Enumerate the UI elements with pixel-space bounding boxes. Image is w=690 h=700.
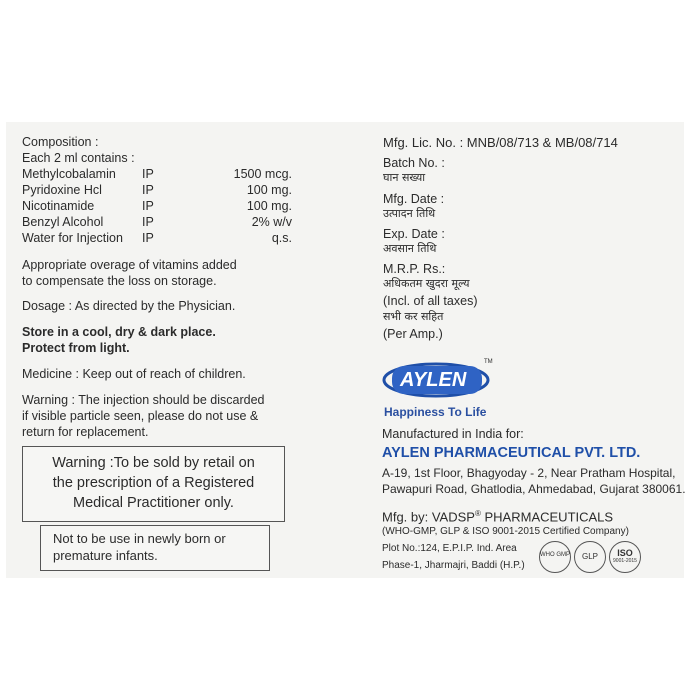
mrp-label-hindi: अधिकतम खुदरा मूल्य [383, 277, 470, 290]
ingredient-qty: 100 mg. [246, 183, 292, 197]
aylen-logo [380, 358, 500, 400]
logo-tagline: Happiness To Life [384, 405, 487, 419]
badge-label: ISO [617, 548, 633, 558]
badge-sublabel: 9001-2015 [613, 558, 637, 564]
ingredient-name: Nicotinamide [22, 199, 95, 213]
composition-row [22, 183, 292, 199]
mfg-date-label-hindi: उत्पादन तिथि [383, 207, 436, 220]
badge-label: GLP [581, 552, 598, 561]
company-address: Pawapuri Road, Ghatlodia, Ahmedabad, Gujarat 380061. [382, 482, 686, 496]
exp-date-label-hindi: अवसान तिथि [383, 242, 437, 255]
incl-taxes: (Incl. of all taxes) [383, 294, 478, 308]
mfg-by [382, 506, 613, 525]
injection-warning: Warning : The injection should be discarded [22, 393, 265, 407]
prescription-warning-line: Warning :To be sold by retail on [52, 455, 255, 471]
logo-text: AYLEN [400, 369, 467, 391]
ingredient-name: Benzyl Alcohol [22, 215, 104, 229]
prescription-warning-line: Medical Practitioner only. [73, 495, 234, 511]
ingredient-name: Methylcobalamin [22, 167, 116, 181]
exp-date-label: Exp. Date : [383, 227, 445, 241]
badge-label: WHO GMP [540, 552, 570, 558]
ingredient-name: Pyridoxine Hcl [22, 183, 102, 197]
incl-taxes-hindi: सभी कर सहित [383, 310, 444, 323]
newborn-warning-line: premature infants. [53, 548, 158, 563]
ingredient-std: IP [142, 183, 154, 197]
overage-line: Appropriate overage of vitamins added [22, 258, 237, 272]
per-amp: (Per Amp.) [383, 327, 443, 341]
injection-warning: return for replacement. [22, 425, 149, 439]
composition-row [22, 215, 292, 231]
medicine-text: Medicine : Keep out of reach of children. [22, 367, 246, 381]
prescription-warning-line: the prescription of a Registered [52, 475, 255, 491]
composition-each: Each 2 ml contains : [22, 151, 135, 165]
composition-row [22, 167, 292, 183]
registered-mark: ® [474, 509, 481, 518]
mfg-license: Mfg. Lic. No. : MNB/08/713 & MB/08/714 [383, 135, 618, 150]
composition-row [22, 199, 292, 215]
composition-heading: Composition : [22, 135, 99, 149]
ingredient-std: IP [142, 199, 154, 213]
company-address: A-19, 1st Floor, Bhagyoday - 2, Near Pratham Hospital, [382, 466, 676, 480]
manufactured-for: Manufactured in India for: [382, 427, 524, 441]
iso-badge-icon [609, 541, 641, 573]
prescription-warning-box [22, 446, 285, 522]
ingredient-std: IP [142, 215, 154, 229]
certification-text: (WHO-GMP, GLP & ISO 9001-2015 Certified Company) [382, 526, 629, 537]
composition-row [22, 231, 292, 247]
dosage-text: Dosage : As directed by the Physician. [22, 299, 236, 313]
newborn-warning-line: Not to be use in newly born or [53, 531, 226, 546]
company-name: AYLEN PHARMACEUTICAL PVT. LTD. [382, 445, 641, 461]
phase-address: Phase-1, Jharmajri, Baddi (H.P.) [382, 560, 525, 571]
storage-text: Protect from light. [22, 341, 130, 355]
glp-badge-icon [574, 541, 606, 573]
batch-label-hindi: घान सख्या [383, 171, 426, 184]
mfg-date-label: Mfg. Date : [383, 192, 445, 206]
ingredient-name: Water for Injection [22, 231, 123, 245]
mfg-by-name: Mfg. by: VADSP [382, 509, 475, 525]
storage-text: Store in a cool, dry & dark place. [22, 325, 216, 339]
carton-panel [6, 122, 684, 578]
injection-warning: if visible particle seen, please do not use & [22, 409, 259, 423]
newborn-warning-box [40, 525, 270, 571]
overage-line: to compensate the loss on storage. [22, 274, 217, 288]
ingredient-qty: q.s. [271, 231, 292, 245]
ingredient-qty: 1500 mcg. [233, 167, 292, 181]
ingredient-qty: 2% w/v [251, 215, 292, 229]
ingredient-std: IP [142, 231, 154, 245]
ingredient-std: IP [142, 167, 154, 181]
batch-label: Batch No. : [383, 156, 445, 170]
who-gmp-badge-icon [539, 541, 571, 573]
mrp-label: M.R.P. Rs.: [383, 262, 446, 276]
plot-address: Plot No.:124, E.P.I.P. Ind. Area [382, 543, 517, 554]
logo-tm: TM [484, 359, 493, 365]
ingredient-qty: 100 mg. [246, 199, 292, 213]
mfg-by-name-2: PHARMACEUTICALS [484, 509, 614, 525]
